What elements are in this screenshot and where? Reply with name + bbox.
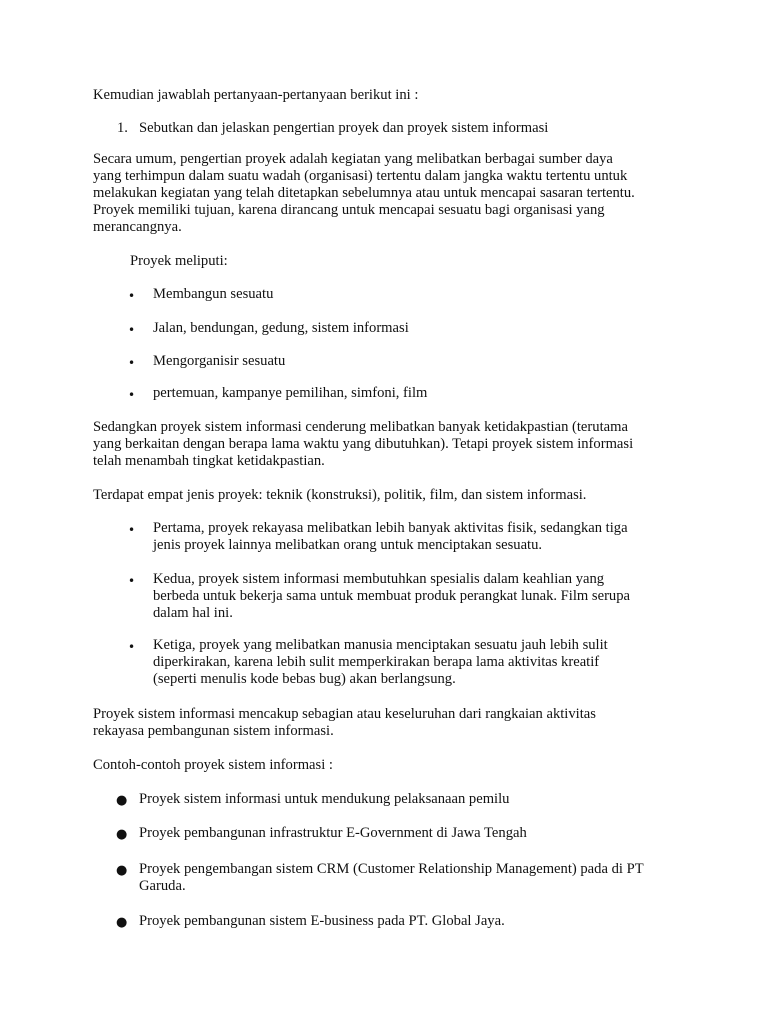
dot-bullet-icon: ● (116, 793, 128, 808)
list-item (139, 913, 505, 930)
list-item-line: berbeda untuk bekerja sama untuk membuat produk perangkat lunak. Film serupa (153, 588, 630, 604)
dot-bullet-icon: ● (116, 827, 128, 842)
dot-bullet-icon: ● (116, 915, 128, 930)
list-item-line: (seperti menulis kode bebas bug) akan berlangsung. (153, 671, 456, 687)
paragraph-line: Secara umum, pengertian proyek adalah kegiatan yang melibatkan berbagai sumber daya (93, 151, 613, 167)
intro-text: Kemudian jawablah pertanyaan-pertanyaan berikut ini : (93, 87, 419, 103)
paragraph-line: yang berkaitan dengan berapa lama waktu yang dibutuhkan). Tetapi proyek sistem informasi (93, 436, 634, 452)
list-item-line: Proyek pengembangan sistem CRM (Customer Relationship Management) pada di PT (139, 861, 644, 877)
paragraph-line: merancangnya. (93, 219, 182, 235)
paragraph-si-uncertainty (93, 419, 683, 470)
bullet-icon: • (128, 640, 136, 654)
bullet-icon: • (128, 356, 136, 370)
list-item: Mengorganisir sesuatu (153, 353, 286, 369)
paragraph-line: rekayasa pembangunan sistem informasi. (93, 723, 334, 739)
paragraph-definition (93, 151, 683, 236)
list-item-line: Ketiga, proyek yang melibatkan manusia menciptakan sesuatu jauh lebih sulit (153, 637, 608, 653)
paragraph-line: Proyek sistem informasi mencakup sebagian atau keseluruhan dari rangkaian aktivitas (93, 706, 596, 722)
list-item-line: Pertama, proyek rekayasa melibatkan lebih banyak aktivitas fisik, sedangkan tiga (153, 520, 628, 536)
paragraph-si-scope (93, 706, 683, 740)
list-item-line: dalam hal ini. (153, 605, 233, 621)
list-item (153, 637, 608, 688)
paragraph-line: telah menambah tingkat ketidakpastian. (93, 453, 325, 469)
list-item (139, 825, 527, 842)
bullet-icon: • (128, 289, 136, 303)
paragraph-line: Proyek memiliki tujuan, karena dirancang untuk mencapai sesuatu bagi organisasi yang (93, 202, 605, 218)
paragraph-line: Sedangkan proyek sistem informasi cenderung melibatkan banyak ketidakpastian (terutama (93, 419, 628, 435)
list-item-line: diperkirakan, karena lebih sulit memperkirakan berapa lama aktivitas kreatif (153, 654, 600, 670)
list-item: Jalan, bendungan, gedung, sistem informasi (153, 320, 409, 336)
list-item (153, 571, 630, 622)
paragraph-project-types: Terdapat empat jenis proyek: teknik (konstruksi), politik, film, dan sistem informasi. (93, 487, 587, 503)
list-item-line: Proyek sistem informasi untuk mendukung pelaksanaan pemilu (139, 791, 510, 807)
list-item (139, 791, 509, 808)
bullet-icon: • (128, 523, 136, 537)
list-item-line: Proyek pembangunan sistem E-business pada PT. Global Jaya. (139, 913, 505, 929)
bullet-icon: • (128, 574, 136, 588)
list-item-line: Garuda. (139, 878, 186, 894)
question-text: Sebutkan dan jelaskan pengertian proyek dan proyek sistem informasi (139, 120, 549, 136)
list-item-line: Kedua, proyek sistem informasi membutuhkan spesialis dalam keahlian yang (153, 571, 605, 587)
contoh-label: Contoh-contoh proyek sistem informasi : (93, 757, 333, 773)
bullet-icon: • (128, 323, 136, 337)
question-number: 1. (117, 120, 128, 136)
list-item: Membangun sesuatu (153, 286, 274, 302)
list-item-line: jenis proyek lainnya melibatkan orang untuk menciptakan sesuatu. (153, 537, 543, 553)
list-item: pertemuan, kampanye pemilihan, simfoni, film (153, 385, 428, 401)
list-item (153, 520, 628, 554)
list-item (139, 861, 644, 895)
paragraph-line: melakukan kegiatan yang telah ditetapkan sebelumnya atau untuk mencapai sasaran tertentu. (93, 185, 635, 201)
paragraph-line: yang terhimpun dalam suatu wadah (organisasi) tertentu dalam jangka waktu tertentu untuk (93, 168, 628, 184)
meliputi-label: Proyek meliputi: (130, 253, 228, 269)
dot-bullet-icon: ● (116, 863, 128, 878)
bullet-icon: • (128, 388, 136, 402)
list-item-line: Proyek pembangunan infrastruktur E-Government di Jawa Tengah (139, 825, 527, 841)
